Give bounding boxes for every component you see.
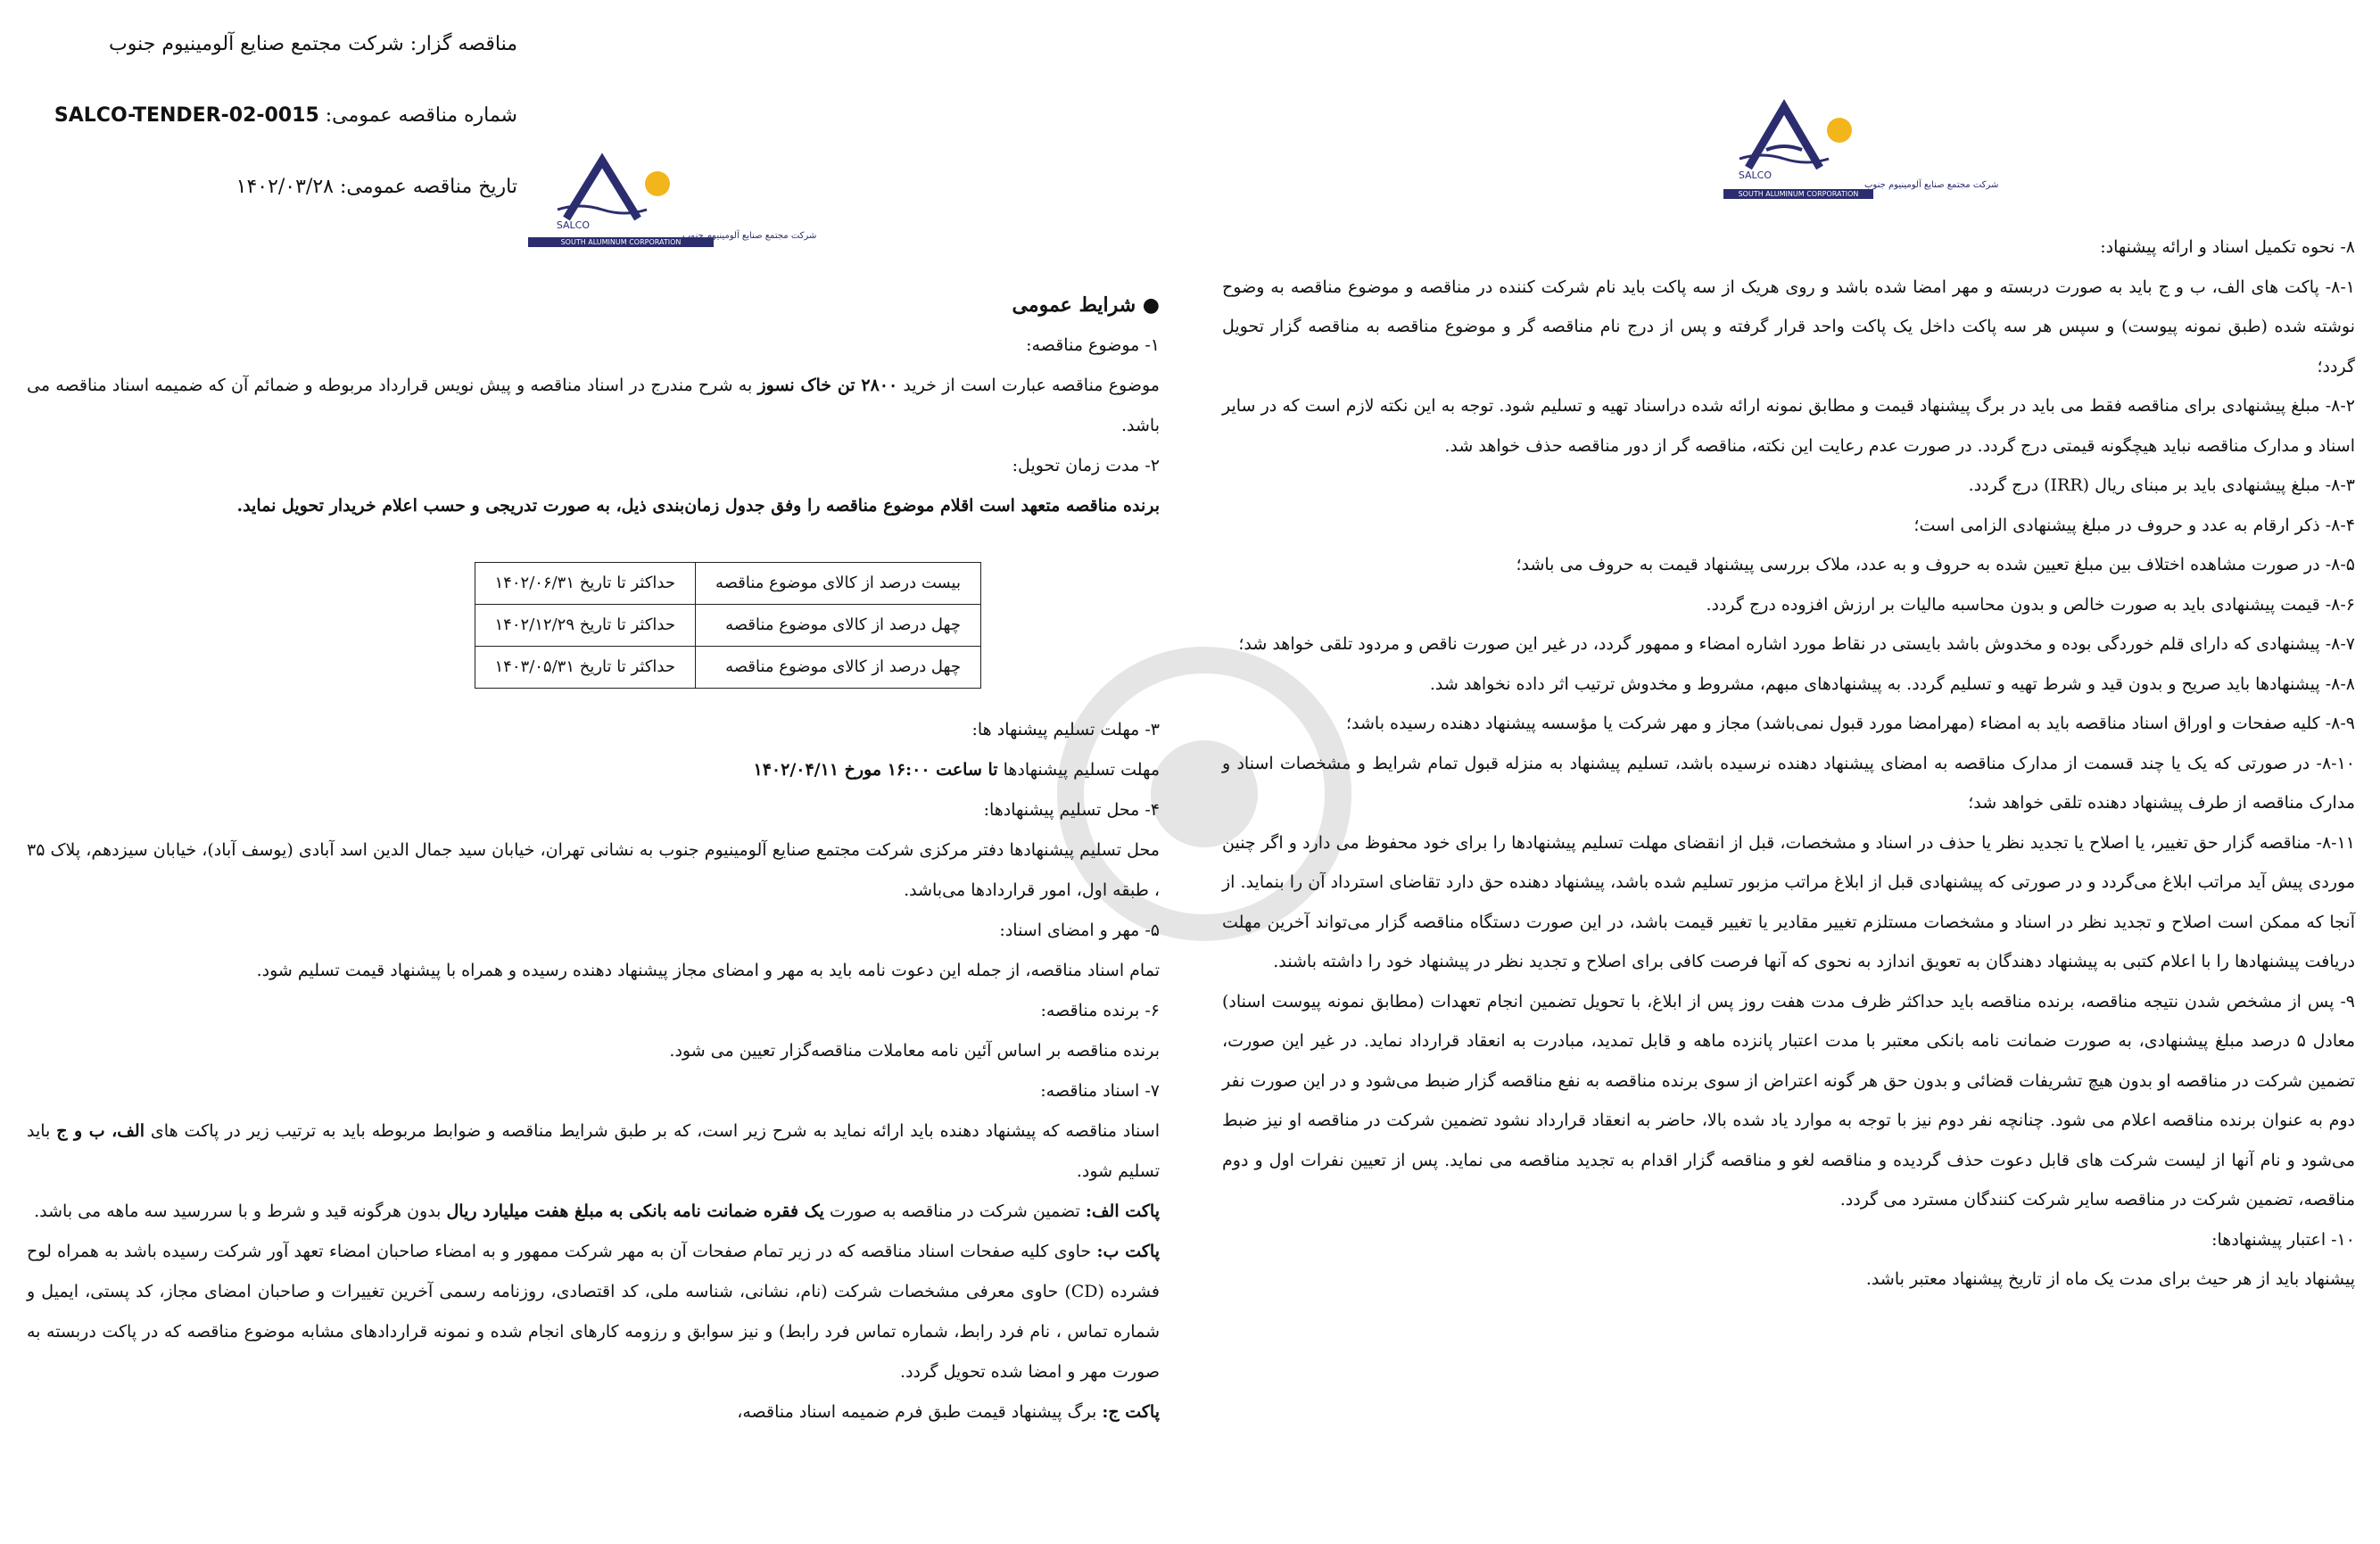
- salco-logo-left: SALCO شرکت مجتمع صنایع آلومینیوم جنوب SOUTH ALUMINUM CORPORATION: [517, 152, 714, 247]
- schedule-row: [475, 647, 980, 689]
- section-2-title: ۲- مدت زمان تحویل:: [1012, 456, 1160, 475]
- general-title: ● شرایط عمومی: [1012, 293, 1160, 317]
- section-8-item: ۸-۹- کلیه صفحات و اوراق اسناد مناقصه باید به امضاء (مهرامضا مورد قبول نمی‌باشد) مجاز و مهر شرکت یا مؤسسه پیشنهاد دهنده رسیده باشد؛: [1346, 714, 2355, 733]
- svg-text:شرکت مجتمع صنایع آلومینیوم جنو: شرکت مجتمع صنایع آلومینیوم جنوب: [1864, 180, 1999, 190]
- section-1-text: موضوع مناقصه عبارت است از خرید ۲۸۰۰ تن خاک نسوز به شرح مندرج در اسناد مناقصه و پیش نویس قرارداد مربوطه و ضمائم آن که ضمیمه اسناد مناقصه می باشد.: [27, 376, 1160, 435]
- left-column: [27, 285, 1160, 1433]
- section-8-item: ۸-۶- قیمت پیشنهادی باید به صورت خالص و بدون محاسبه مالیات بر ارزش افزوده درج گردد.: [1706, 594, 2355, 615]
- section-4-text: محل تسلیم پیشنهادها دفتر مرکزی شرکت مجتمع صنایع آلومینیوم جنوب به نشانی تهران، خیابان سید جمال الدین اسد آبادی (یوسف آباد)، خیابان سیزدهم، پلاک ۳۵ ، طبقه اول، امور قراردادها می‌باشد.: [27, 840, 1160, 900]
- schedule-row: [475, 563, 980, 605]
- section-6-title: ۶- برنده مناقصه:: [1040, 1001, 1160, 1020]
- section-8-item: ۸-۳- مبلغ پیشنهادی باید بر مبنای ریال (IRR) درج گردد.: [1968, 475, 2355, 495]
- delivery-schedule-table: [475, 562, 981, 689]
- schedule-portion: چهل درصد از کالای موضوع مناقصه: [695, 647, 980, 689]
- section-6-text: برنده مناقصه بر اساس آئین نامه معاملات مناقصه‌گزار تعیین می شود.: [669, 1041, 1160, 1061]
- section-7-text: اسناد مناقصه که پیشنهاد دهنده باید ارائه نماید به شرح زیر است، که بر طبق شرایط مناقصه و ضوابط مربوطه باید به ترتیب زیر در پاکت های الف، ب و ج باید تسلیم شود.: [27, 1121, 1160, 1181]
- schedule-row: [475, 605, 980, 647]
- schedule-deadline: حداکثر تا تاریخ ۱۴۰۳/۰۵/۳۱: [475, 647, 695, 689]
- tender-holder: مناقصه گزار: شرکت مجتمع صنایع آلومینیوم جنوب: [109, 33, 517, 55]
- section-3-title: ۳- مهلت تسلیم پیشنهاد ها:: [971, 720, 1160, 739]
- schedule-portion: بیست درصد از کالای موضوع مناقصه: [695, 563, 980, 605]
- section-8-item: ۸-۵- در صورت مشاهده اختلاف بین مبلغ تعیین شده به حروف و به عدد، ملاک بررسی پیشنهاد قیمت به حروف می باشد؛: [1516, 555, 2355, 574]
- section-8-item: ۸-۲- مبلغ پیشنهادی برای مناقصه فقط می باید در برگ پیشنهاد قیمت و مطابق نمونه ارائه شده دراسناد تهیه و تسلیم شود. توجه به این نکته لازم است که در سایر اسناد و مدارک مناقصه نباید هیچگونه قیمتی درج گردد. در صورت عدم رعایت این نکته، مناقصه گر از دور مناقصه حذف خواهد شد.: [1222, 396, 2355, 456]
- envelope-a: پاکت الف: تضمین شرکت در مناقصه به صورت یک فقره ضمانت نامه بانکی به مبلغ هفت میلیارد ریال بدون هرگونه قید و شرط و با سررسید سه ماهه می باشد.: [34, 1201, 1160, 1221]
- tender-header: [54, 9, 517, 223]
- section-5-title: ۵- مهر و امضای اسناد:: [999, 921, 1160, 940]
- schedule-deadline: حداکثر تا تاریخ ۱۴۰۲/۱۲/۲۹: [475, 605, 695, 647]
- tender-number: SALCO-TENDER-02-0015: [54, 104, 319, 127]
- section-8-item: ۸-۴- ذکر ارقام به عدد و حروف در مبلغ پیشنهادی الزامی است؛: [1913, 515, 2355, 535]
- schedule-deadline: حداکثر تا تاریخ ۱۴۰۲/۰۶/۳۱: [475, 563, 695, 605]
- section-8-item: ۸-۷- پیشنهادی که دارای قلم خوردگی بوده و مخدوش باشد بایستی در نقاط مورد اشاره امضاء و ممهور گردد، در غیر این صورت ناقص و مردود تلقی خواهد شد؛: [1238, 634, 2355, 654]
- section-2-text: برنده مناقصه متعهد است اقلام موضوع مناقصه را وفق جدول زمان‌بندی ذیل، به صورت تدریجی و حسب اعلام خریدار تحویل نماید.: [236, 496, 1160, 516]
- section-3-text: مهلت تسلیم پیشنهادها تا ساعت ۱۶:۰۰ مورخ ۱۴۰۲/۰۴/۱۱: [753, 760, 1160, 780]
- svg-text:SALCO: SALCO: [556, 219, 590, 231]
- tender-number-line: شماره مناقصه عمومی: SALCO-TENDER-02-0015: [54, 104, 517, 127]
- section-10-text: پیشنهاد باید از هر حیث برای مدت یک ماه از تاریخ پیشنهاد معتبر باشد.: [1865, 1269, 2355, 1289]
- right-column: [1222, 227, 2355, 1300]
- envelope-b: پاکت ب: حاوی کلیه صفحات اسناد مناقصه که در زیر تمام صفحات آن به مهر شرکت ممهور و به امضاء صاحبان امضاء تعهد آور شرکت رسیده باشد به همراه لوح فشرده (CD) حاوی معرفی مشخصات شرکت (نام، نشانی، شناسه ملی، کد اقتصادی، روزنامه رسمی آخرین تغییرات و صاحبان امضای مجاز، کد پستی، ایمیل و شماره تماس ، نام فرد رابط، شماره تماس فرد رابط) و نیز سوابق و رزومه کارهای انجام شده و نمونه قراردادهای مشابه موضوع مناقصه که در پاکت دربسته به صورت مهر و امضا شده تحویل گردد.: [27, 1242, 1160, 1382]
- section-9-text: ۹- پس از مشخص شدن نتیجه مناقصه، برنده مناقصه باید حداکثر ظرف مدت هفت روز پس از ابلاغ، با تحویل تضمین انجام تعهدات (مطابق نمونه پیوست اسناد) معادل ۵ درصد مبلغ پیشنهادی، به صورت ضمانت نامه بانکی معتبر با مدت اعتبار پانزده ماهه و قابل تمدید، مبادرت به انعقاد قرارداد نماید. در غیر این صورت، تضمین شرکت در مناقصه او بدون هیچ تشریفات قضائی و بدون حق هر گونه اعتراض از سوی برنده مناقصه به نفع مناقصه گزار ضبط می‌شود و در این صورت نفر دوم به عنوان برنده مناقصه اعلام می شود. چنانچه نفر دوم نیز با توجه به موارد یاد شده بالا، حاضر به انعقاد قرارداد نشود تضمین شرکت در مناقصه او نیز ضبط می‌شود و نام آنها از لیست شرکت های قابل دعوت حذف گردیده و مناقصه لغو و مناقصه گزار اقدام به تجدید مناقصه می نماید. پس از تعیین نفرات اول و دوم مناقصه، تضمین شرکت در مناقصه سایر شرکت کنندگان مسترد می گردد.: [1222, 991, 2355, 1210]
- section-8-item: ۸-۸- پیشنهادها باید صریح و بدون قید و شرط تهیه و تسلیم گردد. به پیشنهادهای مبهم، مشروط و مخدوش ترتیب اثر داده نخواهد شد.: [1429, 673, 2355, 694]
- salco-logo-top: SALCO شرکت مجتمع صنایع آلومینیوم جنوب SOUTH ALUMINUM CORPORATION: [1722, 96, 1873, 199]
- svg-text:شرکت مجتمع صنایع آلومینیوم جنو: شرکت مجتمع صنایع آلومینیوم جنوب: [682, 231, 817, 241]
- section-8-item: ۸-۱- پاکت های الف، ب و ج باید به صورت دربسته و مهر امضا شده باشد و روی هریک از سه پاکت باید نام شرکت کننده در مناقصه و موضوع مناقصه به وضوح نوشته شده (طبق نمونه پیوست) و سپس هر سه پاکت داخل یک پاکت واحد قرار گرفته و پس از درج نام مناقصه گر و موضوع مناقصه به مناقصه گزار تحویل گردد؛: [1222, 277, 2355, 376]
- section-8-item: ۸-۱۱- مناقصه گزار حق تغییر، یا اصلاح یا تجدید نظر یا حذف در اسناد و مشخصات، قبل از انقضای مهلت تسلیم پیشنهادها را برای خود محفوظ می دارد و اگر چنین موردی پیش آید مراتب ابلاغ می‌گردد و در صورتی که پیشنهادی قبل از ابلاغ مراتب مزبور تسلیم شده باشد، پیشنهاد دهنده حق دارد تقاضای استرداد آن را بنماید. از آنجا که ممکن است اصلاح و تجدید نظر در اسناد و مشخصات مستلزم تغییر مقادیر یا تغییر قیمت باشد، در این صورت دستگاه مناقصه گزار می‌تواند آخرین مهلت دریافت پیشنهادها را با اعلام کتبی به پیشنهاد دهندگان به تعویق اندازد به نحوی که آنها فرصت کافی برای اصلاح و تجدید نظر در پیشنهاد خود را داشته باشند.: [1222, 832, 2355, 971]
- section-7-title: ۷- اسناد مناقصه:: [1040, 1081, 1160, 1101]
- section-10-title: ۱۰- اعتبار پیشنهادها:: [2211, 1229, 2355, 1250]
- section-1-title: ۱- موضوع مناقصه:: [1026, 335, 1160, 355]
- svg-text:SALCO: SALCO: [1738, 169, 1772, 181]
- section-5-text: تمام اسناد مناقصه، از جمله این دعوت نامه باید به مهر و امضای مجاز پیشنهاد دهنده رسیده و همراه با پیشنهاد قیمت تسلیم شود.: [256, 961, 1160, 980]
- schedule-portion: چهل درصد از کالای موضوع مناقصه: [695, 605, 980, 647]
- section-8-title: ۸- نحوه تکمیل اسناد و ارائه پیشنهاد:: [2100, 237, 2355, 257]
- section-4-title: ۴- محل تسلیم پیشنهادها:: [983, 800, 1160, 820]
- tender-date: تاریخ مناقصه عمومی: ۱۴۰۲/۰۳/۲۸: [236, 176, 517, 198]
- envelope-c: پاکت ج: برگ پیشنهاد قیمت طبق فرم ضمیمه اسناد مناقصه،: [737, 1402, 1160, 1422]
- section-8-items: [1222, 268, 2355, 982]
- section-8-item: ۸-۱۰- در صورتی که یک یا چند قسمت از مدارک مناقصه به امضای پیشنهاد دهنده نرسیده باشد، تسلیم پیشنهاد به منزله قبول تمام شرایط و مشخصات اسناد و مدارک مناقصه از طرف پیشنهاد دهنده تلقی خواهد شد؛: [1222, 753, 2355, 813]
